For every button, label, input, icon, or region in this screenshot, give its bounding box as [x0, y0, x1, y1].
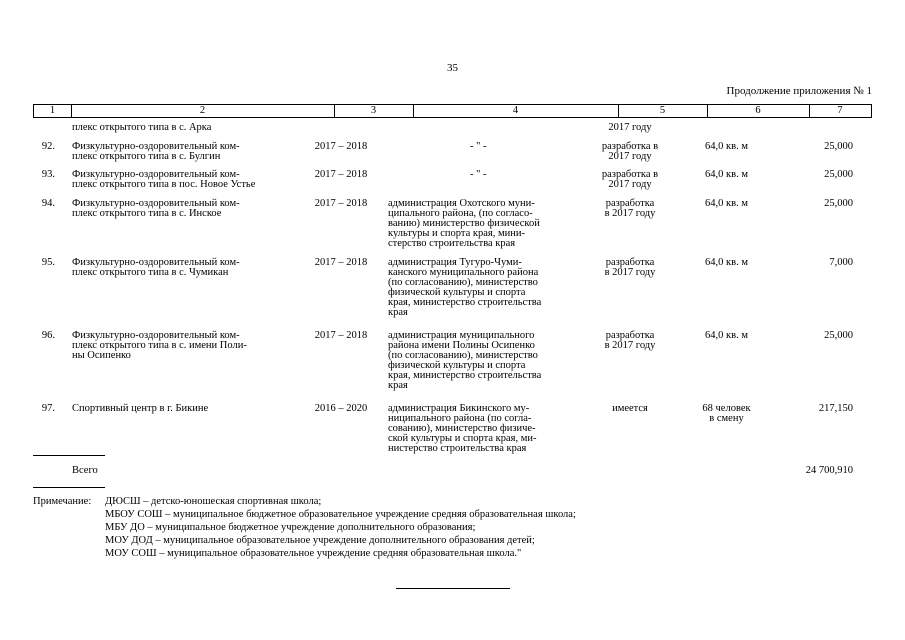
- note-item: МОУ ДОД – муниципальное образовательное учреждение дополнительного образования детей;: [105, 535, 535, 546]
- facility-name: Физкультурно-оздоровительный ком- плекс открытого типа в с. Чумикан: [72, 257, 240, 278]
- row-number: 95.: [41, 257, 55, 268]
- facility-name: Спортивный центр в г. Бикине: [72, 403, 209, 414]
- row-number: 94.: [41, 198, 55, 209]
- cost: 25,000: [824, 169, 853, 180]
- end-divider: [396, 588, 510, 589]
- column-header-7: 7: [837, 105, 843, 116]
- column-header-1: 1: [49, 105, 56, 116]
- capacity: 64,0 кв. м: [705, 330, 748, 341]
- capacity: 64,0 кв. м: [705, 257, 748, 268]
- cost: 217,150: [818, 403, 853, 414]
- note-item: ДЮСШ – детско-юношеская спортивная школа;: [105, 496, 322, 507]
- total-value: 24 700,910: [805, 465, 853, 476]
- period: 2017 – 2018: [314, 141, 368, 152]
- row-number: 92.: [41, 141, 55, 152]
- total-divider: [33, 455, 105, 456]
- row-number: 97.: [41, 403, 55, 414]
- period: 2016 – 2020: [314, 403, 368, 414]
- period: 2017 – 2018: [314, 257, 368, 268]
- facility-name: Физкультурно-оздоровительный ком- плекс открытого типа в с. имени Поли- ны Осипенко: [72, 330, 247, 361]
- column-header-6: 6: [755, 105, 761, 116]
- responsible: администрация Бикинского му- ниципального района (по согла- сованию), министерство физиче- ской культуры и спорта края, ми- нистерство строительства края: [388, 403, 537, 454]
- capacity: 64,0 кв. м: [705, 169, 748, 180]
- column-header-4: 4: [512, 105, 519, 116]
- note-item: МОУ СОШ – муниципальное образовательное учреждение средняя образовательная школа.": [105, 548, 522, 559]
- period: 2017 – 2018: [314, 330, 368, 341]
- note-divider: [33, 487, 105, 488]
- period: 2017 – 2018: [314, 169, 368, 180]
- status: разработка в 2017 году: [601, 141, 659, 162]
- responsible: администрация Охотского муни- ципального района, (по согласо- ванию) министерство физической культуры и спорта края, мини- стерство строительства края: [388, 198, 540, 249]
- cost: 25,000: [824, 198, 853, 209]
- carry-over-status: 2017 году: [608, 122, 652, 133]
- responsible: администрация муниципального района имени Полины Осипенко (по согласованию), министерство физической культуры и спорта края, министерство строительства края: [388, 330, 542, 391]
- total-label: Всего: [72, 465, 98, 476]
- note-item: МБУ ДО – муниципальное бюджетное учреждение дополнительного образования;: [105, 522, 476, 533]
- column-header-2: 2: [199, 105, 206, 116]
- status: разработка в 2017 году: [604, 198, 656, 219]
- column-header-5: 5: [659, 105, 666, 116]
- capacity: 64,0 кв. м: [705, 141, 748, 152]
- page-number: 35: [447, 62, 458, 74]
- facility-name: Физкультурно-оздоровительный ком- плекс открытого типа в с. Булгин: [72, 141, 240, 162]
- note-label: Примечание:: [33, 496, 92, 507]
- table-header-row: [33, 104, 872, 118]
- row-number: 96.: [41, 330, 55, 341]
- facility-name: Физкультурно-оздоровительный ком- плекс открытого типа в с. Инское: [72, 198, 240, 219]
- cost: 7,000: [829, 257, 853, 268]
- capacity: 68 человек в смену: [702, 403, 751, 424]
- cost: 25,000: [824, 330, 853, 341]
- status: разработка в 2017 году: [604, 257, 656, 278]
- carry-over-name: плекс открытого типа в с. Арка: [72, 122, 212, 133]
- responsible: - " -: [470, 169, 487, 180]
- responsible: - " -: [470, 141, 487, 152]
- period: 2017 – 2018: [314, 198, 368, 209]
- row-number: 93.: [41, 169, 55, 180]
- responsible: администрация Тугуро-Чуми- канского муниципального района (по согласованию), министерство физической культуры и спорта края, министерство строительства края: [388, 257, 542, 318]
- note-item: МБОУ СОШ – муниципальное бюджетное образовательное учреждение средняя образовательная школа;: [105, 509, 576, 520]
- status: разработка в 2017 году: [601, 169, 659, 190]
- status: разработка в 2017 году: [604, 330, 656, 351]
- continuation-label: Продолжение приложения № 1: [726, 85, 872, 97]
- column-header-3: 3: [370, 105, 377, 116]
- facility-name: Физкультурно-оздоровительный ком- плекс открытого типа в пос. Новое Устье: [72, 169, 256, 190]
- capacity: 64,0 кв. м: [705, 198, 748, 209]
- status: имеется: [612, 403, 648, 414]
- cost: 25,000: [824, 141, 853, 152]
